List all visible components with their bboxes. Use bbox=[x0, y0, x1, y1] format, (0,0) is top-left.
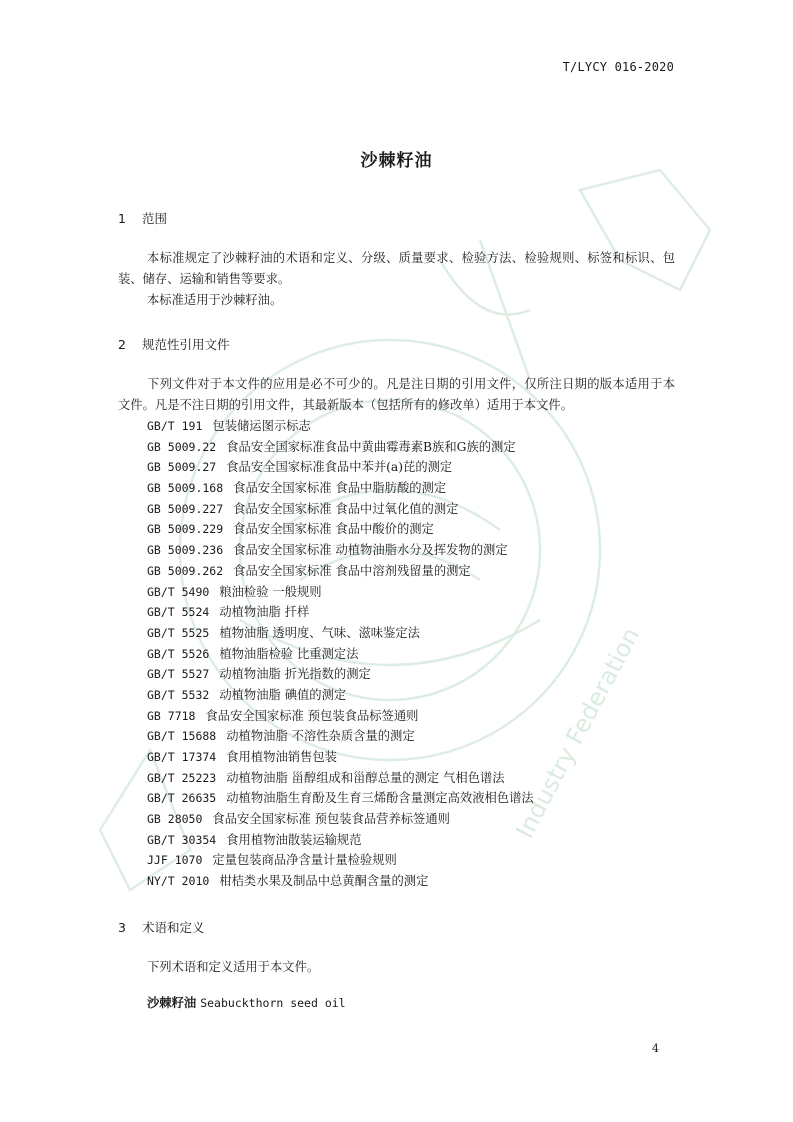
terms-intro: 下列术语和定义适用于本文件。 bbox=[147, 960, 320, 974]
reference-title: 植物油脂检验 比重测定法 bbox=[219, 646, 359, 661]
reference-code: GB/T 26635 bbox=[147, 791, 217, 806]
reference-code: GB/T 5527 bbox=[147, 667, 210, 682]
reference-title: 食品安全国家标准 食品中酸价的测定 bbox=[233, 522, 434, 537]
reference-code: GB/T 25223 bbox=[147, 770, 217, 785]
section-number: 1 bbox=[118, 211, 126, 226]
reference-title: 粮油检验 一般规则 bbox=[219, 584, 322, 599]
reference-code: GB/T 5532 bbox=[147, 687, 210, 702]
section-heading-scope bbox=[118, 209, 167, 227]
reference-code: GB 5009.227 bbox=[147, 501, 224, 516]
reference-code: GB/T 5524 bbox=[147, 605, 210, 620]
section-heading-terms bbox=[118, 918, 205, 936]
term-chinese: 沙棘籽油 bbox=[147, 996, 197, 1010]
reference-title: 食品安全国家标准 食品中过氧化值的测定 bbox=[233, 501, 459, 516]
reference-list bbox=[147, 416, 534, 892]
reference-code: JJF 1070 bbox=[147, 853, 203, 868]
reference-code: GB 5009.22 bbox=[147, 439, 217, 454]
reference-code: GB 5009.27 bbox=[147, 460, 217, 475]
reference-item bbox=[147, 561, 534, 582]
reference-item bbox=[147, 809, 534, 830]
reference-item bbox=[147, 685, 534, 706]
reference-title: 食品安全国家标准食品中苯并(a)芘的测定 bbox=[226, 460, 453, 475]
reference-title: 食用植物油散装运输规范 bbox=[226, 832, 362, 847]
reference-item bbox=[147, 871, 534, 892]
reference-title: 食用植物油销售包装 bbox=[226, 750, 337, 764]
scope-paragraph-1: 本标准规定了沙棘籽油的术语和定义、分级、质量要求、检验方法、检验规则、标签和标识、包装、储存、运输和销售等要求。 bbox=[118, 251, 675, 286]
section-title: 术语和定义 bbox=[142, 920, 205, 935]
section-heading-references bbox=[118, 335, 230, 353]
reference-code: GB 28050 bbox=[147, 812, 203, 827]
reference-item bbox=[147, 602, 534, 623]
reference-item bbox=[147, 850, 534, 871]
reference-title: 动植物油脂 不溶性杂质含量的测定 bbox=[226, 729, 415, 744]
reference-title: 柑桔类水果及制品中总黄酮含量的测定 bbox=[219, 874, 429, 889]
references-intro: 下列文件对于本文件的应用是必不可少的。凡是注日期的引用文件，仅所注日期的版本适用于本文件。凡是不注日期的引用文件，其最新版本（包括所有的修改单）适用于本文件。 bbox=[118, 377, 675, 412]
reference-title: 动植物油脂 碘值的测定 bbox=[219, 687, 347, 702]
page-number: 4 bbox=[652, 1042, 659, 1055]
reference-title: 植物油脂 透明度、气味、滋味鉴定法 bbox=[219, 625, 420, 640]
reference-title: 食品安全国家标准 食品中溶剂残留量的测定 bbox=[233, 563, 471, 578]
section-number: 3 bbox=[118, 920, 126, 935]
reference-item bbox=[147, 540, 534, 561]
reference-code: GB/T 5526 bbox=[147, 646, 210, 661]
reference-item bbox=[147, 457, 534, 478]
term-english: Seabuckthorn seed oil bbox=[200, 996, 346, 1010]
reference-code: GB 5009.236 bbox=[147, 543, 224, 558]
reference-code: GB 5009.229 bbox=[147, 522, 224, 537]
section-title: 范围 bbox=[142, 211, 168, 226]
reference-title: 食品安全国家标准 动植物油脂水分及挥发物的测定 bbox=[233, 543, 508, 558]
reference-item bbox=[147, 830, 534, 851]
reference-item bbox=[147, 623, 534, 644]
reference-item bbox=[147, 478, 534, 499]
reference-item bbox=[147, 416, 534, 437]
reference-title: 动植物油脂生育酚及生育三烯酚含量测定高效液相色谱法 bbox=[226, 791, 534, 806]
reference-code: GB/T 5490 bbox=[147, 584, 210, 599]
reference-code: GB 5009.168 bbox=[147, 481, 224, 496]
reference-title: 食品安全国家标准 预包装食品营养标签通则 bbox=[212, 812, 450, 827]
reference-title: 定量包装商品净含量计量检验规则 bbox=[212, 853, 397, 868]
reference-code: NY/T 2010 bbox=[147, 874, 210, 889]
watermark-text: Industry Federation bbox=[510, 622, 646, 843]
reference-item bbox=[147, 726, 534, 747]
reference-item bbox=[147, 644, 534, 665]
reference-item bbox=[147, 706, 534, 727]
reference-item bbox=[147, 437, 534, 458]
reference-title: 食品安全国家标准 预包装食品标签通则 bbox=[205, 708, 419, 723]
reference-title: 包装储运图示标志 bbox=[212, 419, 311, 433]
reference-item bbox=[147, 519, 534, 540]
section-title: 规范性引用文件 bbox=[142, 337, 230, 352]
reference-title: 动植物油脂 甾醇组成和甾醇总量的测定 气相色谱法 bbox=[226, 770, 505, 785]
reference-item bbox=[147, 582, 534, 603]
reference-code: GB/T 17374 bbox=[147, 750, 217, 764]
reference-title: 动植物油脂 扦样 bbox=[219, 605, 310, 620]
reference-item bbox=[147, 664, 534, 685]
reference-code: GB 5009.262 bbox=[147, 563, 224, 578]
reference-item bbox=[147, 788, 534, 809]
reference-item bbox=[147, 768, 534, 789]
reference-code: GB/T 5525 bbox=[147, 625, 210, 640]
reference-code: GB/T 191 bbox=[147, 419, 203, 433]
reference-code: GB/T 30354 bbox=[147, 832, 217, 847]
reference-title: 食品安全国家标准食品中黄曲霉毒素B族和G族的测定 bbox=[226, 439, 516, 454]
reference-title: 动植物油脂 折光指数的测定 bbox=[219, 667, 371, 682]
reference-code: GB/T 15688 bbox=[147, 729, 217, 744]
reference-title: 食品安全国家标准 食品中脂肪酸的测定 bbox=[233, 481, 447, 496]
section-number: 2 bbox=[118, 337, 126, 352]
reference-item bbox=[147, 499, 534, 520]
scope-paragraph-2: 本标准适用于沙棘籽油。 bbox=[147, 293, 283, 307]
document-code: T/LYCY 016-2020 bbox=[562, 60, 674, 74]
reference-code: GB 7718 bbox=[147, 708, 196, 723]
reference-item bbox=[147, 747, 534, 768]
document-title: 沙棘籽油 bbox=[360, 151, 433, 171]
term-entry bbox=[147, 993, 346, 1011]
